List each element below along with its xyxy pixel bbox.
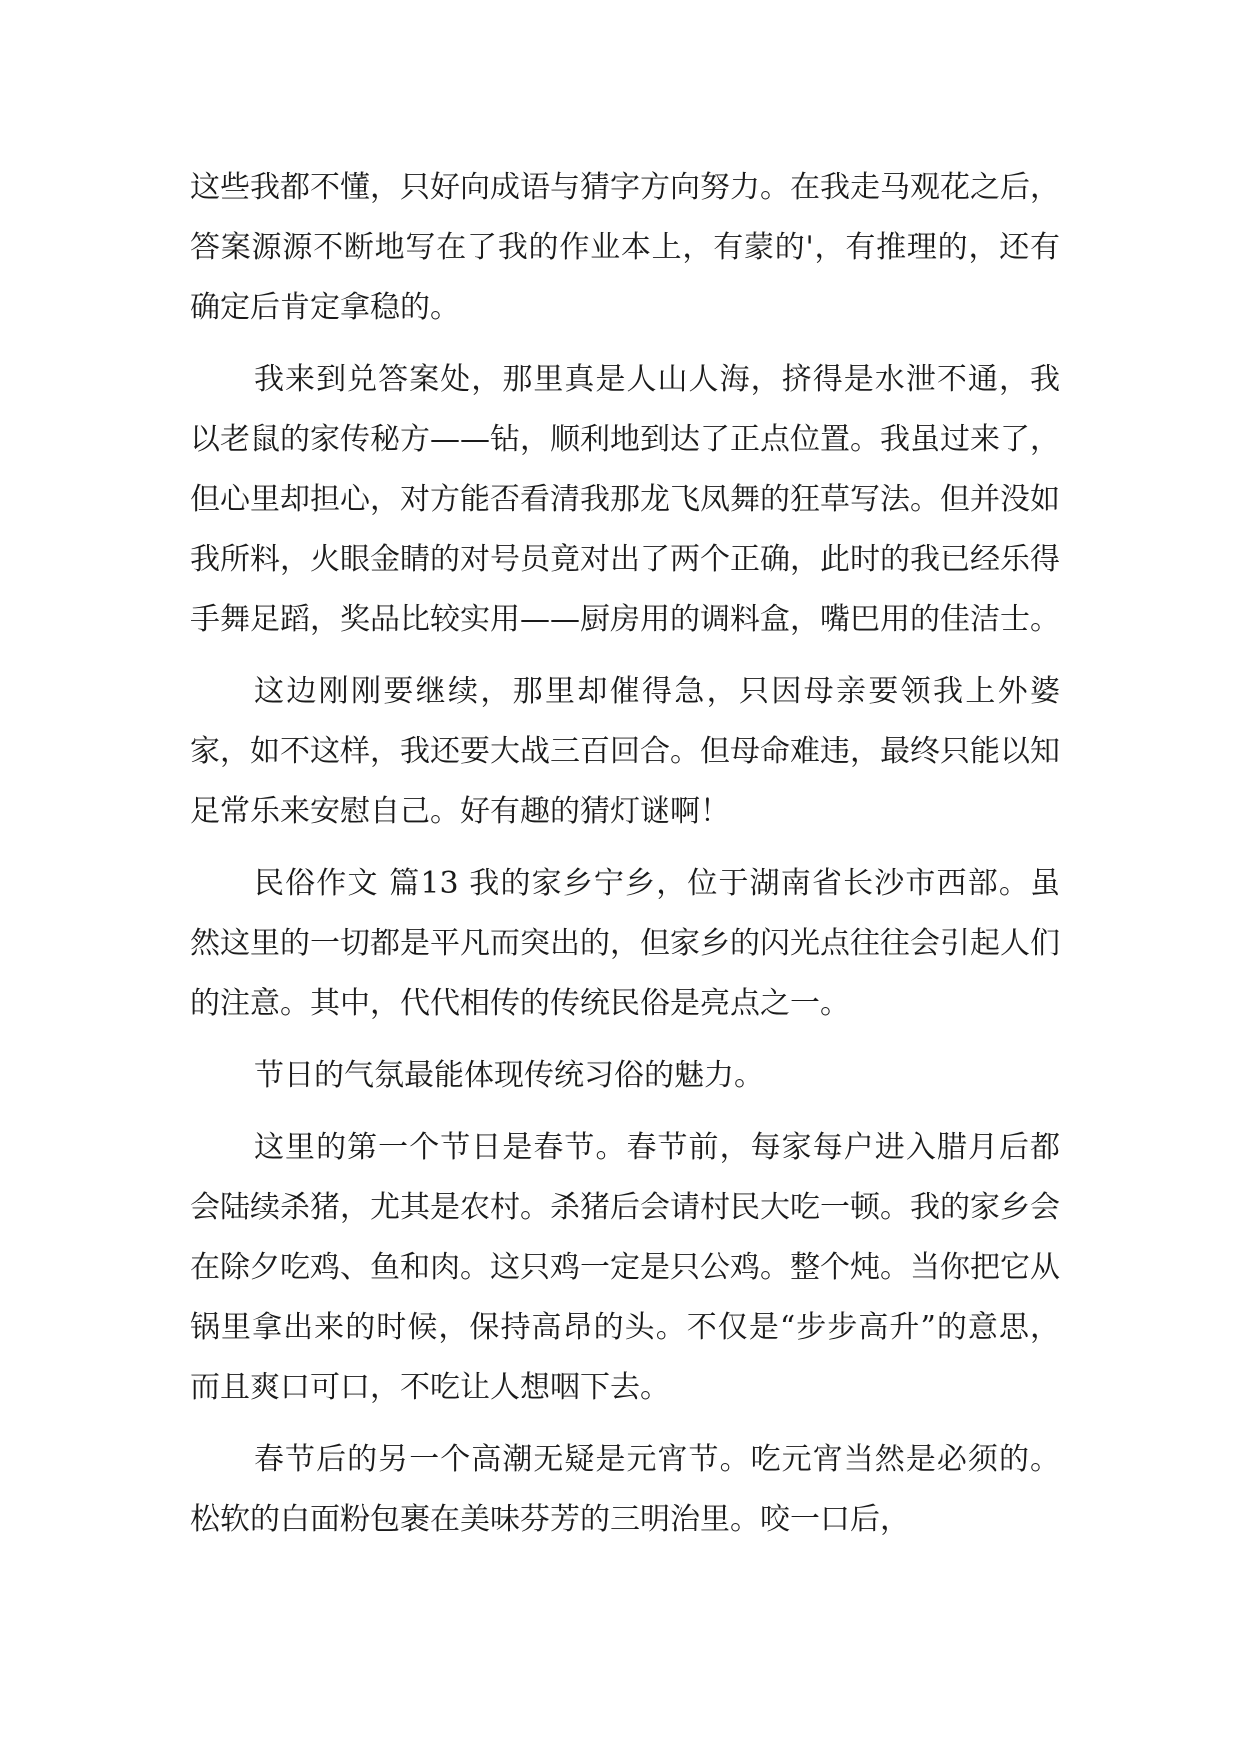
paragraph-4: 民俗作文 篇13 我的家乡宁乡，位于湖南省长沙市西部。虽然这里的一切都是平凡而突出的，但家乡的闪光点往往会引起人们的注意。其中，代代相传的传统民俗是亮点之一。 — [190, 866, 1060, 1021]
paragraph-2: 我来到兑答案处，那里真是人山人海，挤得是水泄不通，我以老鼠的家传秘方——钻，顺利地到达了正点位置。我虽过来了，但心里却担心，对方能否看清我那龙飞凤舞的狂草写法。但并没如我所料，火眼金睛的对号员竟对出了两个正确，此时的我已经乐得手舞足蹈，奖品比较实用——厨房用的调料盒，嘴巴用的佳洁士。 — [190, 362, 1060, 637]
paragraph-3: 这边刚刚要继续，那里却催得急，只因母亲要领我上外婆家，如不这样，我还要大战三百回合。但母命难违，最终只能以知足常乐来安慰自己。好有趣的猜灯谜啊！ — [190, 674, 1060, 829]
paragraph-5: 节日的气氛最能体现传统习俗的魅力。 — [254, 1058, 764, 1093]
document-body — [190, 158, 1060, 1562]
paragraph-6: 这里的第一个节日是春节。春节前，每家每户进入腊月后都会陆续杀猪，尤其是农村。杀猪后会请村民大吃一顿。我的家乡会在除夕吃鸡、鱼和肉。这只鸡一定是只公鸡。整个炖。当你把它从锅里拿出来的时候，保持高昂的头。不仅是“步步高升”的意思，而且爽口可口，不吃让人想咽下去。 — [190, 1130, 1060, 1405]
paragraph-1: 这些我都不懂，只好向成语与猜字方向努力。在我走马观花之后，答案源源不断地写在了我的作业本上，有蒙的'，有推理的，还有确定后肯定拿稳的。 — [190, 170, 1060, 325]
paragraph-7: 春节后的另一个高潮无疑是元宵节。吃元宵当然是必须的。松软的白面粉包裹在美味芬芳的三明治里。咬一口后， — [190, 1442, 1060, 1537]
